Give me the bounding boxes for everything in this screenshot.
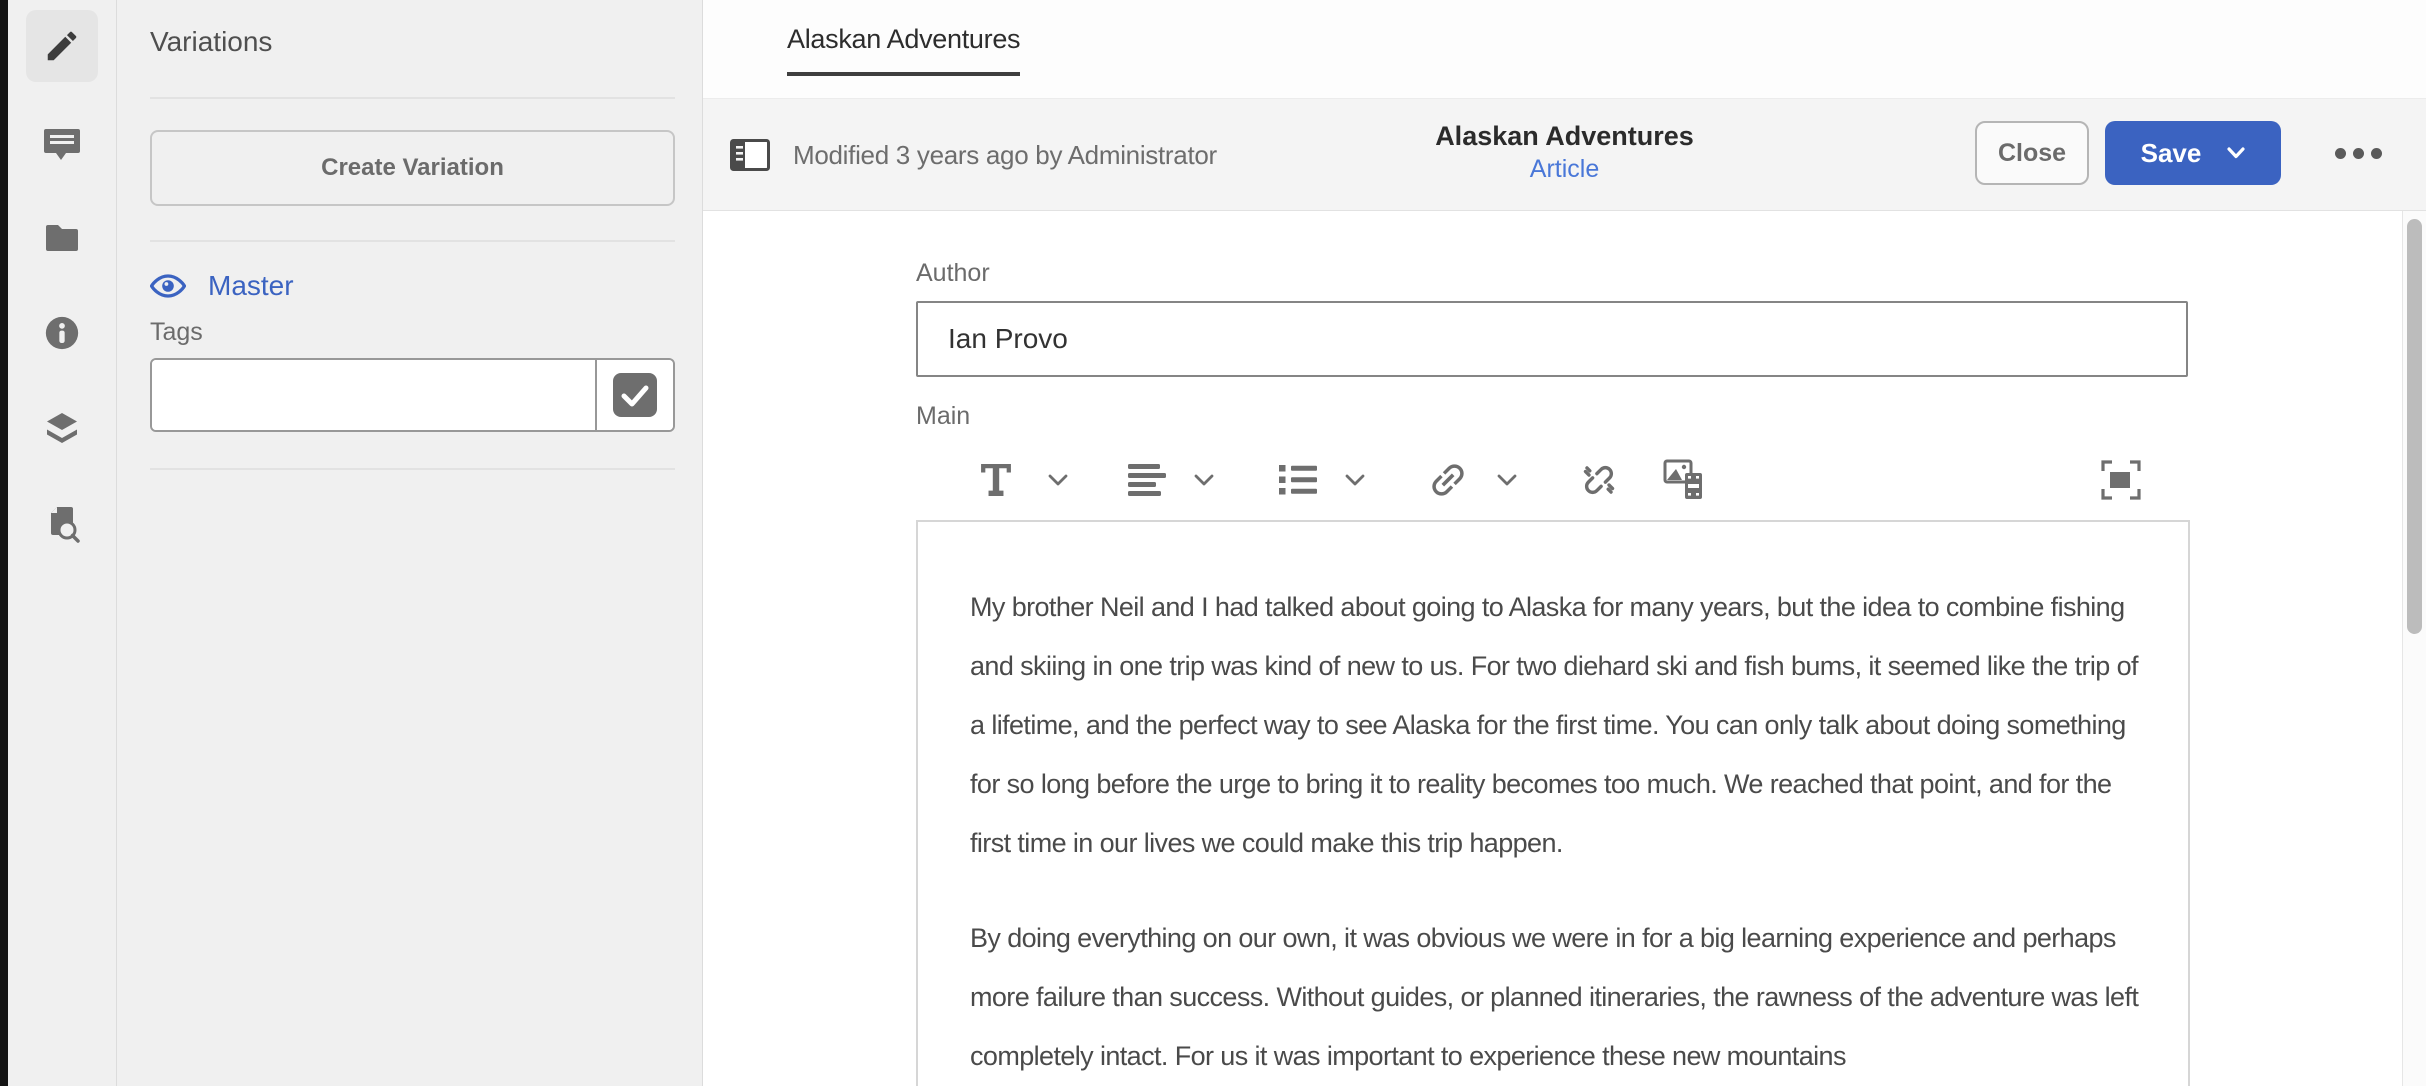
insert-media-icon	[1663, 457, 1711, 503]
save-button[interactable]	[2105, 121, 2281, 185]
paragraph: My brother Neil and I had talked about going to Alaska for many years, but the idea to combine fishing and skiing in one trip was kind of new to us. For two diehard ski and fish bums, it seemed like the trip of a lifetime, and the perfect way to see Alaska for the first time. You can only talk about doing something for so long before the urge to bring it to reality becomes too much. We reached that point, and for the first time in our lives we could make this trip happen.	[970, 592, 2138, 858]
insert-media-button[interactable]	[1663, 454, 1711, 506]
more-actions-button[interactable]	[2318, 129, 2398, 177]
richtext-toolbar	[703, 454, 2402, 506]
text-style-button[interactable]	[978, 454, 1014, 506]
tags-input[interactable]	[152, 360, 595, 430]
bullet-list-button[interactable]	[1279, 454, 1317, 506]
rail-item-info[interactable]	[26, 297, 98, 369]
fragment-title: Alaskan Adventures	[1435, 121, 1694, 151]
main-area	[703, 0, 2426, 1086]
main-field-label: Main	[916, 402, 971, 430]
variations-title: Variations	[150, 26, 273, 57]
fragment-model-link[interactable]: Article	[1529, 155, 1600, 183]
text-style-icon	[981, 464, 1011, 496]
layers-variations-icon	[42, 408, 82, 448]
tab-bar	[703, 0, 2426, 99]
modified-status-text: Modified 3 years ago by Administrator	[793, 139, 1217, 170]
link-chevron-icon[interactable]	[1495, 454, 1519, 506]
rail-item-annotations[interactable]	[26, 107, 98, 179]
ellipsis-icon	[2335, 148, 2346, 159]
unlink-button[interactable]	[1576, 454, 1622, 506]
rail-item-content-tree[interactable]	[26, 202, 98, 274]
divider	[150, 97, 675, 99]
align-left-icon	[1128, 463, 1166, 497]
eye-preview-icon	[150, 270, 186, 302]
author-input[interactable]	[916, 301, 2188, 377]
rail-item-variations[interactable]	[26, 392, 98, 464]
text-style-chevron-icon[interactable]	[1046, 454, 1070, 506]
folder-icon	[42, 218, 82, 258]
divider	[150, 468, 675, 470]
master-variation-label: Master	[208, 270, 294, 301]
annotation-comment-icon	[42, 123, 82, 163]
pencil-edit-icon	[43, 27, 81, 65]
chevron-down-icon	[2227, 147, 2245, 159]
link-button[interactable]	[1425, 454, 1471, 506]
save-button-label: Save	[2140, 137, 2202, 168]
paragraph: By doing everything on our own, it was obvious we were in for a big learning experience and perhaps more failure than success. Without guides, or planned itineraries, the rawness of the adventure was left completely intact. For us it was important to experience these new mountains	[970, 923, 2139, 1071]
fullscreen-icon	[2099, 458, 2143, 502]
tool-rail	[8, 0, 117, 1086]
fullscreen-button[interactable]	[2098, 454, 2144, 506]
main-richtext-field[interactable]	[916, 520, 2190, 1086]
tab-label: Alaskan Adventures	[787, 24, 1020, 76]
author-field-label: Author	[916, 259, 990, 287]
tags-field	[150, 358, 675, 432]
unlink-icon	[1577, 458, 1621, 502]
scrollbar-track[interactable]	[2402, 211, 2426, 1086]
fragment-form	[703, 211, 2402, 1086]
info-icon	[43, 314, 81, 352]
variations-panel	[117, 0, 703, 1086]
align-left-button[interactable]	[1128, 454, 1166, 506]
link-icon	[1426, 458, 1470, 502]
create-variation-button[interactable]: Create Variation	[150, 130, 675, 206]
variation-item-master[interactable]	[150, 268, 675, 304]
rail-item-preview[interactable]	[26, 487, 98, 559]
tags-confirm-button[interactable]	[595, 360, 673, 430]
tab-alaskan-adventures[interactable]	[787, 24, 1020, 76]
window-edge	[0, 0, 8, 1086]
bullet-list-icon	[1279, 464, 1317, 496]
list-chevron-icon[interactable]	[1343, 454, 1367, 506]
divider	[150, 240, 675, 242]
checkbox-check-icon	[612, 372, 658, 418]
editor-header	[703, 99, 2426, 211]
align-chevron-icon[interactable]	[1192, 454, 1216, 506]
tags-label: Tags	[150, 318, 203, 346]
close-button[interactable]: Close	[1975, 121, 2089, 185]
preview-search-icon	[42, 503, 82, 543]
scrollbar-thumb[interactable]	[2407, 219, 2422, 634]
richtext-content	[970, 578, 2152, 1086]
rail-item-edit[interactable]	[26, 10, 98, 82]
